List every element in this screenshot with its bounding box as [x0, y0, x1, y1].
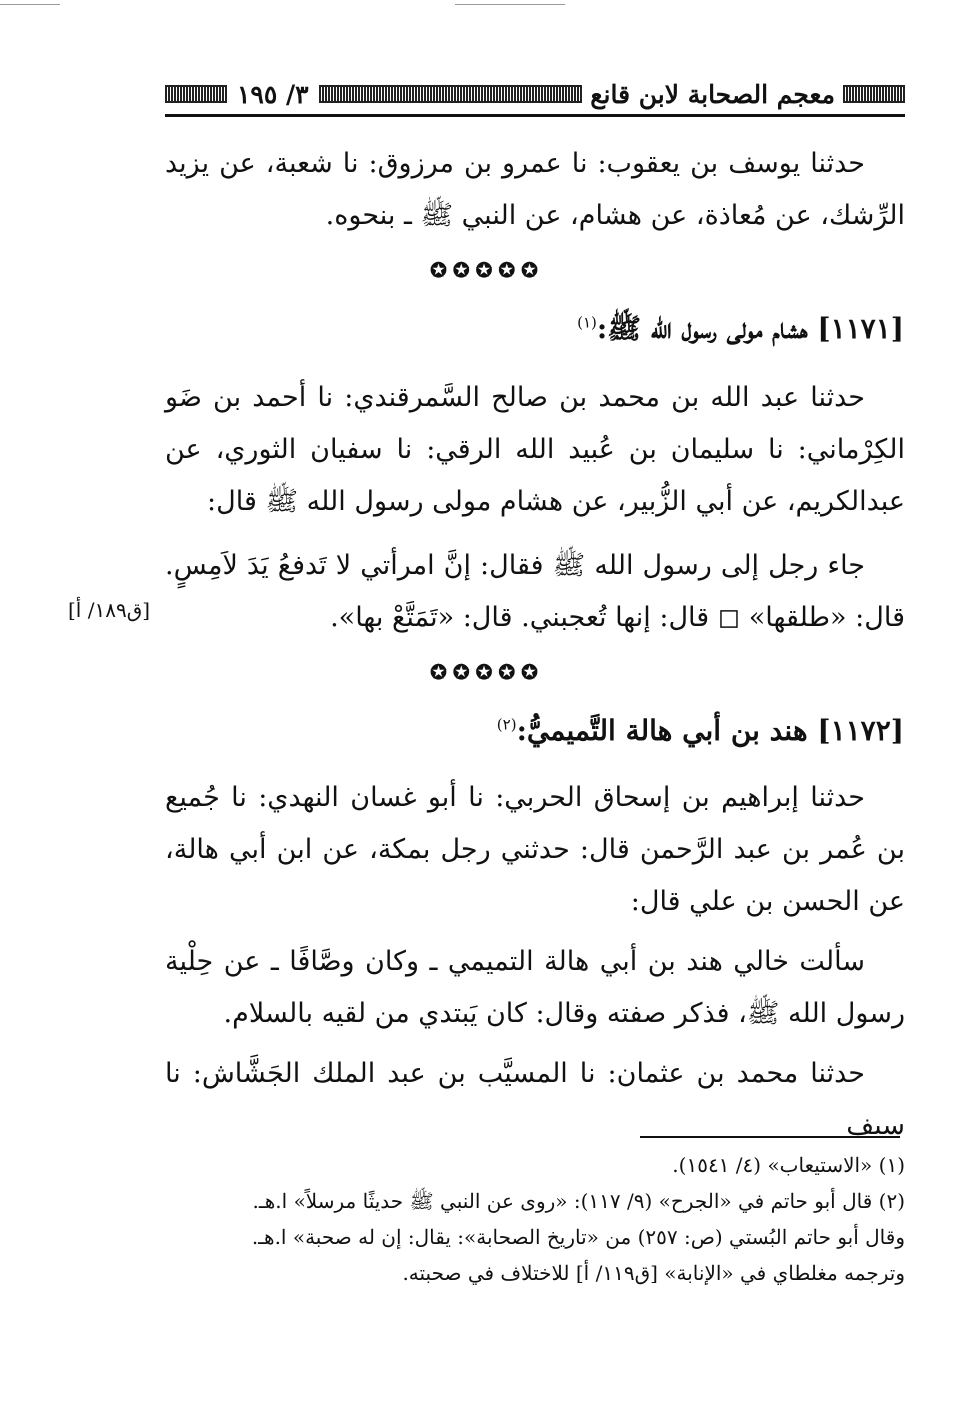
paragraph-6: حدثنا محمد بن عثمان: نا المسيَّب بن عبد الملك الجَشَّاش: نا سيف — [165, 1058, 905, 1141]
entry-heading-1171: [١١٧١] هشام مولى رسول الله ﷺ: — [596, 312, 904, 345]
header-page-number: ٣/ ١٩٥ — [237, 79, 309, 109]
header-title: معجم الصحابة لابن قانع — [590, 79, 835, 109]
footnote-1: (١) «الاستيعاب» (٤/ ١٥٤١). — [672, 1153, 905, 1177]
page-header — [165, 74, 905, 114]
footnote-2: (٢) قال أبو حاتم في «الجرح» (٩/ ١١٧): «روى عن النبي ﷺ حديثًا مرسلاً» ا.هـ. — [252, 1189, 905, 1213]
paragraph-3: جاء رجل إلى رسول الله ﷺ فقال: إنَّ امرأتي لا تَدفعُ يَدَ لاَمِسٍ. قال: «طلقها» ◻ قال: إنها تُعجبني. قال: «تَمَتَّعْ بها». — [165, 550, 905, 633]
footnote-ref-2[interactable]: (٢) — [496, 715, 517, 734]
header-rule — [165, 114, 905, 117]
header-ornament-right — [843, 85, 905, 103]
footnote-2-continued-2: وترجمه مغلطاي في «الإنابة» [ق١١٩/ أ] للاختلاف في صحبته. — [402, 1261, 905, 1285]
paragraph-5: سألت خالي هند بن أبي هالة التميمي ـ وكان وصَّافًا ـ عن حِلْية رسول الله ﷺ، فذكر صفته وقال: كان يَبتدي من لقيه بالسلام. — [165, 946, 905, 1029]
header-ornament-left — [165, 85, 227, 103]
scan-edge-marks — [0, 0, 974, 14]
paragraph-1: حدثنا يوسف بن يعقوب: نا عمرو بن مرزوق: نا شعبة، عن يزيد الرِّشك، عن مُعاذة، عن هشام، عن النبي ﷺ ـ بنحوه. — [165, 148, 905, 231]
header-ornament-middle — [319, 85, 583, 103]
entry-heading-1172: [١١٧٢] هند بن أبي هالة التَّميميُّ: — [516, 714, 904, 747]
entry-title-1172 — [164, 714, 904, 747]
section-separator-1: ✪✪✪✪✪ — [430, 258, 544, 282]
entry-title-1171 — [164, 312, 904, 352]
section-separator-2: ✪✪✪✪✪ — [430, 660, 544, 684]
footnote-separator — [640, 1136, 900, 1138]
footnote-2-continued-1: وقال أبو حاتم البُستي (ص: ٢٥٧) من «تاريخ الصحابة»: يقال: إن له صحبة» ا.هـ. — [251, 1225, 905, 1249]
paragraph-2: حدثنا عبد الله بن محمد بن صالح السَّمرقندي: نا أحمد بن ضَو الكِرْماني: نا سليمان بن عُبيد الله الرقي: نا سفيان الثوري، عن عبدالكريم، عن أبي الزُّبير، عن هشام مولى رسول الله ﷺ قال: — [165, 382, 905, 517]
manuscript-folio-note: [ق١٨٩/ أ] — [68, 598, 151, 622]
footnote-ref-1[interactable]: (١) — [577, 313, 597, 332]
paragraph-4: حدثنا إبراهيم بن إسحاق الحربي: نا أبو غسان النهدي: نا جُميع بن عُمر بن عبد الرَّحمن قال: حدثني رجل بمكة، عن ابن أبي هالة، عن الحسن بن علي قال: — [165, 782, 905, 917]
